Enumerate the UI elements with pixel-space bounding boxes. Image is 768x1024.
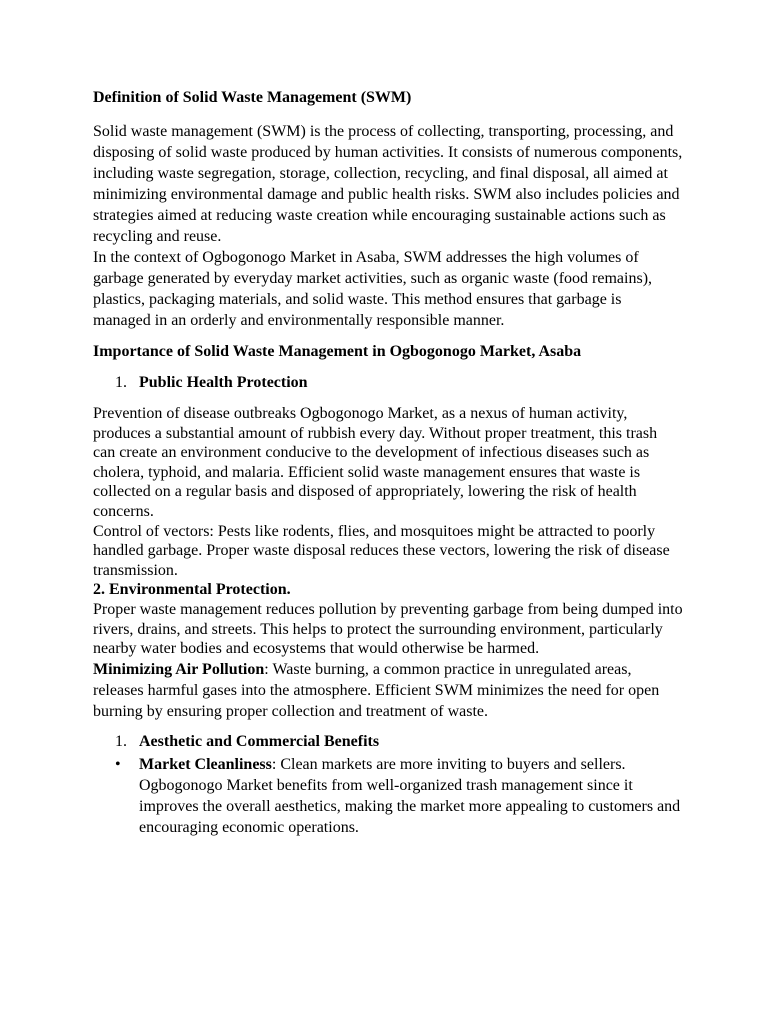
market-cleanliness-text: : Clean markets are more inviting to buyers and sellers. Ogbogonogo Market benefits from well-organized trash management since it improves the overall aesthetics, making the market more appealing to customers and encouraging economic operations.	[139, 755, 681, 836]
paragraph-definition: Solid waste management (SWM) is the process of collecting, transporting, processing, and disposing of solid waste produced by human activities. It consists of numerous components, including waste segregation, storage, collection, recycling, and final disposal, all aimed at minimizing environmental damage and public health risks. SWM also includes policies and strategies aimed at reducing waste creation while encouraging sustainable actions such as recycling and reuse.	[93, 123, 683, 245]
bullet-text	[139, 754, 683, 838]
list-number: 1.	[115, 374, 127, 391]
paragraph-context: In the context of Ogbogonogo Market in Asaba, SWM addresses the high volumes of garbage generated by everyday market activities, such as organic waste (food remains), plastics, packaging materials, and solid waste. This method ensures that garbage is managed in an orderly and environmentally responsible manner.	[93, 249, 653, 329]
section-heading-definition: Definition of Solid Waste Management (SWM)	[93, 89, 412, 106]
bullet-icon: •	[115, 755, 121, 773]
bullet-item-market-cleanliness	[93, 754, 683, 838]
numbered-item-public-health	[93, 373, 683, 393]
list-number: 1.	[115, 732, 127, 750]
paragraph-vector-control: Control of vectors: Pests like rodents, flies, and mosquitoes might be attracted to poorly handled garbage. Proper waste disposal reduces these vectors, lowering the risk of disease transmission.	[93, 522, 670, 579]
air-pollution-text: : Waste burning, a common practice in unregulated areas, releases harmful gases into the atmosphere. Efficient SWM minimizes the need for open burning by ensuring proper collection and treatment of waste.	[93, 660, 660, 720]
numbered-item-aesthetic	[93, 732, 683, 752]
document-page	[93, 88, 683, 838]
paragraph-air-pollution	[93, 659, 683, 722]
paragraph-disease-prevention: Prevention of disease outbreaks Ogbogonogo Market, as a nexus of human activity, produces a substantial amount of rubbish every day. Without proper treatment, this trash can create an environment conducive to the development of infectious diseases such as cholera, typhoid, and malaria. Efficient solid waste management ensures that waste is collected on a regular basis and disposed of appropriately, lowering the risk of health concerns.	[93, 405, 658, 520]
section-heading-environmental: 2. Environmental Protection.	[93, 581, 291, 599]
market-cleanliness-label: Market Cleanliness	[139, 755, 272, 773]
list-item-title: Aesthetic and Commercial Benefits	[139, 732, 380, 750]
air-pollution-label: Minimizing Air Pollution	[93, 660, 265, 678]
paragraph-environmental: Proper waste management reduces pollution by preventing garbage from being dumped into rivers, drains, and streets. This helps to protect the surrounding environment, particularly nearby water bodies and ecosystems that would otherwise be harmed.	[93, 600, 683, 658]
list-item-title: Public Health Protection	[139, 374, 308, 391]
section-heading-importance: Importance of Solid Waste Management in Ogbogonogo Market, Asaba	[93, 343, 582, 360]
